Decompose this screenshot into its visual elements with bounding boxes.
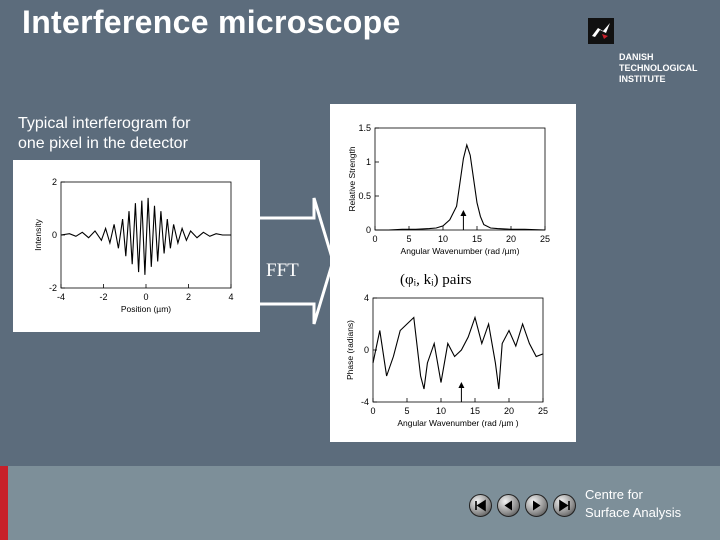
x-tick-label: 20: [503, 406, 515, 416]
footer-accent: [0, 466, 8, 540]
y-tick-label: 4: [363, 293, 369, 303]
y-axis-label: Relative Strength: [347, 146, 357, 212]
y-axis-label: Phase (radians): [345, 319, 355, 381]
last-slide-button[interactable]: [553, 494, 576, 517]
phase-chart: [330, 290, 576, 440]
x-tick-label: 5: [404, 406, 410, 416]
y-axis-label: Intensity: [33, 219, 43, 251]
previous-slide-button[interactable]: [497, 494, 520, 517]
x-tick-label: 25: [537, 406, 549, 416]
x-tick-label: 10: [437, 234, 449, 244]
y-tick-label: 2: [51, 177, 57, 187]
interferogram-caption: Typical interferogram for one pixel in the detector: [18, 115, 191, 152]
x-tick-label: 15: [469, 406, 481, 416]
y-tick-label: -4: [360, 397, 369, 407]
next-slide-button[interactable]: [525, 494, 548, 517]
x-tick-label: 20: [505, 234, 517, 244]
x-tick-label: -4: [56, 292, 66, 302]
dti-logo-icon: [588, 18, 614, 44]
skip-forward-icon: [554, 495, 575, 516]
x-tick-label: 2: [185, 292, 192, 302]
frequency-marker-arrow: [458, 382, 464, 388]
y-tick-label: 0.5: [358, 191, 371, 201]
next-icon: [526, 495, 547, 516]
phase-wavenumber-pairs-label: (φᵢ, kᵢ) pairs: [400, 272, 472, 288]
x-tick-label: 5: [406, 234, 412, 244]
y-tick-label: -2: [48, 283, 57, 293]
y-tick-label: 1.5: [358, 123, 371, 133]
previous-icon: [498, 495, 519, 516]
skip-back-icon: [470, 495, 491, 516]
interferogram-chart: [13, 160, 260, 332]
x-tick-label: 25: [539, 234, 551, 244]
x-tick-label: -2: [99, 292, 108, 302]
x-tick-label: 4: [228, 292, 234, 302]
slide-title: Interference microscope: [22, 4, 401, 40]
plot-frame: [373, 298, 543, 402]
y-tick-label: 0: [363, 345, 369, 355]
x-tick-label: 0: [143, 292, 149, 302]
spectrum-panel: [330, 104, 576, 442]
frequency-marker-arrow: [460, 210, 466, 216]
x-tick-label: 0: [370, 406, 376, 416]
series-line: [61, 198, 231, 275]
x-tick-label: 0: [372, 234, 378, 244]
dti-logo: [588, 18, 716, 88]
interferogram-panel: [13, 160, 260, 332]
x-axis-label: Position (µm): [120, 304, 172, 314]
footer-text: Centre for Surface Analysis: [585, 487, 682, 520]
series-line: [375, 145, 545, 230]
plot-frame: [61, 182, 231, 288]
logo-text: DANISH TECHNOLOGICAL INSTITUTE: [619, 52, 698, 84]
y-tick-label: 1: [365, 157, 371, 167]
x-tick-label: 15: [471, 234, 483, 244]
x-axis-label: Angular Wavenumber (rad /µm ): [397, 418, 519, 428]
y-tick-label: 0: [51, 230, 57, 240]
x-tick-label: 10: [435, 406, 447, 416]
x-axis-label: Angular Wavenumber (rad /µm): [400, 246, 520, 256]
fft-label: FFT: [266, 260, 299, 281]
first-slide-button[interactable]: [469, 494, 492, 517]
amplitude-chart: [330, 104, 576, 272]
y-tick-label: 0: [365, 225, 371, 235]
series-line: [373, 318, 543, 390]
